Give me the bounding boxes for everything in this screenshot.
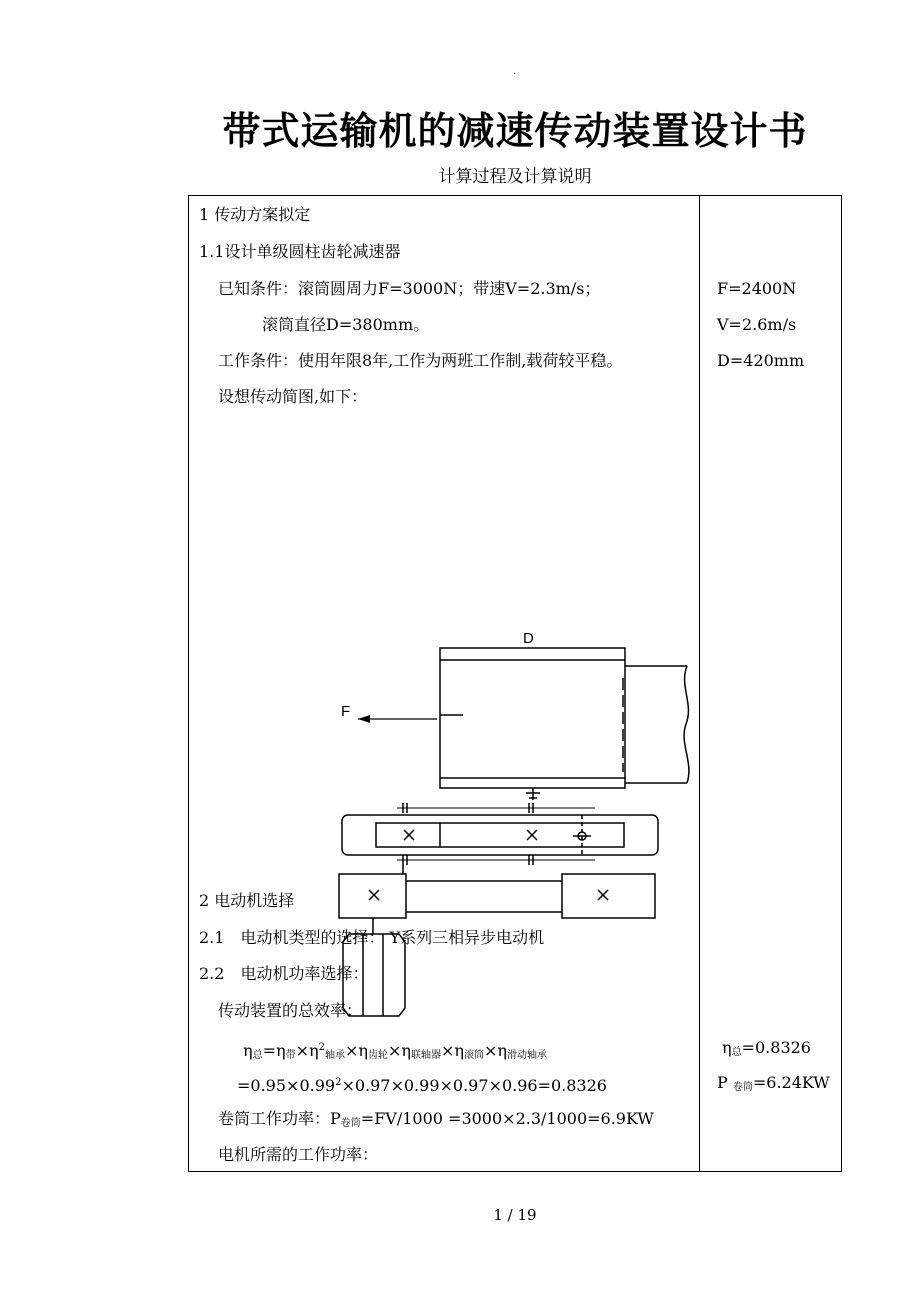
document-subtitle: 计算过程及计算说明 [438, 167, 592, 187]
sketch-intro: 设想传动简图,如下： [218, 387, 368, 406]
efficiency-result: $\eta_总=0.8326$ [722, 1038, 811, 1058]
given-diameter: D=420mm [717, 351, 805, 370]
known-conditions: 已知条件：滚筒圆周力F=3000N；带速V=2.3m/s； [218, 279, 601, 298]
column-divider [699, 196, 700, 1171]
section-1-1-heading: 1.1设计单级圆柱齿轮减速器 [199, 242, 401, 261]
motor-power-label: 电机所需的工作功率： [218, 1145, 379, 1164]
section-2-2: 2.2 电动机功率选择： [199, 964, 369, 983]
section-1-heading: 1 传动方案拟定 [199, 205, 311, 224]
given-velocity: V=2.6m/s [717, 315, 797, 334]
section-2-1: 2.1 电动机类型的选择： Y系列三相异步电动机 [199, 928, 545, 947]
calculation-table [188, 195, 842, 1172]
work-conditions: 工作条件：使用年限8年,工作为两班工作制,载荷较平稳。 [218, 351, 623, 370]
document-title: 带式运输机的减速传动装置设计书 [222, 109, 808, 153]
efficiency-formula: $\eta_总=\eta_带\times\eta^2_{轴承}\times\eta_{齿轮}\times\eta_{联轴器}\times\eta_{滚筒}\times\eta_{滑动轴承}$ [243, 1041, 547, 1061]
drum-body [440, 648, 625, 788]
given-force: F=2400N [717, 279, 797, 298]
page-number: 1 / 19 [493, 1206, 537, 1224]
total-efficiency-label: 传动装置的总效率： [218, 1001, 363, 1020]
drum-power: 卷筒工作功率：$P_{卷筒}=FV/1000 =3000\times 2.3/1000=6.9KW$ [218, 1109, 654, 1129]
efficiency-calculation: $=0.95\times 0.99^2\times 0.97\times 0.99\times 0.97\times 0.96=0.8326$ [237, 1076, 607, 1095]
drum-diameter: 滚筒直径D=380mm。 [262, 315, 430, 334]
drum-power-result: P $_{卷筒}$=6.24KW [717, 1073, 830, 1093]
diagram-label-f: F [341, 703, 351, 720]
header-dot: . [513, 66, 517, 77]
diagram-label-d: D [523, 630, 534, 647]
section-2-heading: 2 电动机选择 [199, 891, 295, 910]
transmission-diagram [337, 612, 699, 1032]
